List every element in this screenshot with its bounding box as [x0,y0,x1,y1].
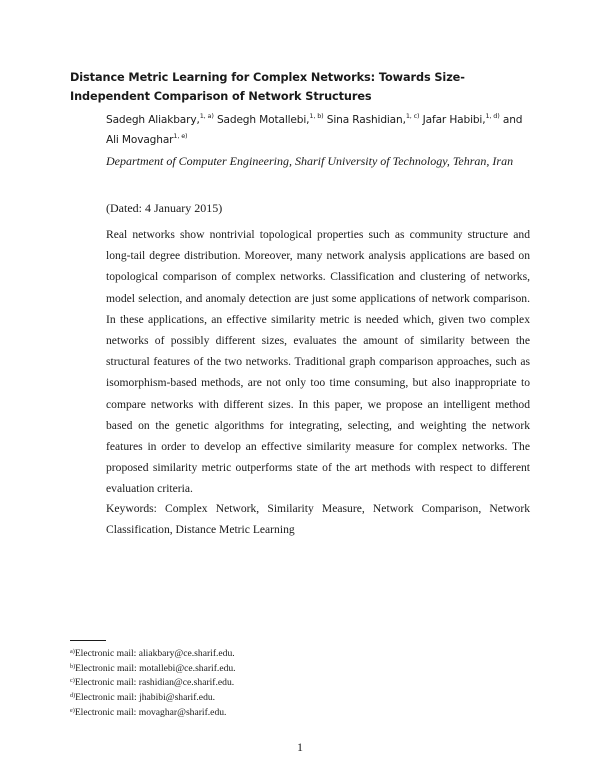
author-list [106,110,526,150]
author-affiliation-mark: 1, e) [173,132,188,140]
paper-title: Distance Metric Learning for Complex Networks: Towards Size-Independent Comparison of Network Structures [70,71,465,103]
footnote-text: Electronic mail: rashidian@ce.sharif.edu. [74,677,235,689]
date-line: (Dated: 4 January 2015) [106,201,223,215]
keywords: Keywords: Complex Network, Similarity Measure, Network Comparison, Network Classification, Distance Metric Learning [106,502,530,537]
footnote-divider [70,640,106,641]
author-affiliation-mark: 1, b) [309,112,324,120]
footnote-mark: c) [70,677,75,685]
page-number: 1 [297,740,303,754]
footnote-text: Electronic mail: jhabibi@sharif.edu. [75,692,216,704]
author-name: Sadegh Aliakbary, [106,114,200,126]
author-name: Sina Rashidian, [326,114,406,126]
author-name: Jafar Habibi, [422,114,486,126]
footnote [70,676,530,691]
footnote [70,662,530,677]
author-affiliation-mark: 1, c) [405,112,420,120]
footnote [70,647,530,662]
footnote-text: Electronic mail: movaghar@sharif.edu. [74,706,227,718]
footnotes [70,647,530,721]
author-affiliation-mark: 1, d) [485,112,500,120]
footnote [70,691,530,706]
author-name: Sadegh Motallebi, [216,114,310,126]
affiliation: Department of Computer Engineering, Sharif University of Technology, Tehran, Iran [106,154,514,168]
footnote-mark: a) [70,648,75,655]
footnote-text: Electronic mail: motallebi@ce.sharif.edu. [75,662,236,674]
abstract: Real networks show nontrivial topological properties such as community structure and long-tail degree distribution. Moreover, many network analysis applications are based on topological comparison of complex networks. Classification and clustering of networks, model selection, and anomaly detection are just some applications of network comparison. In these applications, an effective similarity metric is needed which, given two complex networks of possibly different sizes, evaluates the amount of similarity between the structural features of the two networks. Traditional graph comparison approaches, such as isomorphism-based methods, are not only too time consuming, but also inappropriate to compare networks with different sizes. In this paper, we propose an intelligent method based on the genetic algorithms for integrating, selecting, and weighting the network features in order to develop an effective similarity measure for complex networks. The proposed similarity metric outperforms state of the art methods with respect to different evaluation criteria. [106,228,530,496]
author-name: and Ali Movaghar [106,114,523,146]
footnote-mark: e) [70,706,75,714]
author-affiliation-mark: 1, a) [199,112,214,120]
footnote-mark: d) [70,692,76,700]
footnote-text: Electronic mail: aliakbary@ce.sharif.edu. [74,648,235,659]
footnote-mark: b) [70,662,76,670]
footnote [70,706,530,721]
